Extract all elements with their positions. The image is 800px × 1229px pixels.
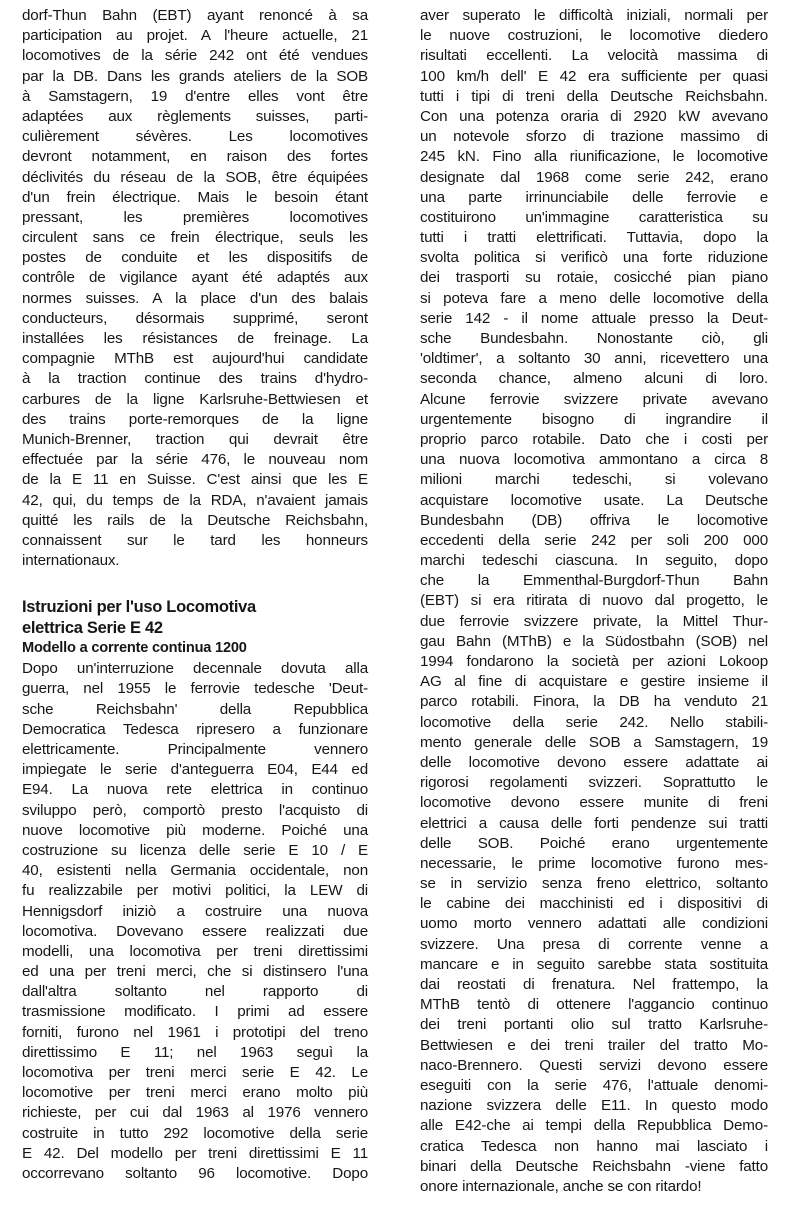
text-line: 40, esistenti nella Germania occidentale, non	[22, 862, 368, 880]
text-line: risultati eccellenti. La velocità massima di	[420, 47, 768, 65]
text-line: tutti i tratti elettrificati. Tuttavia, dopo la	[420, 229, 768, 247]
heading-line: Istruzioni per l'uso Locomotiva	[22, 598, 256, 617]
text-line: elettricamente. Principalmente vennero	[22, 741, 368, 758]
text-line: designate dal 1968 come serie 242, erano	[420, 168, 768, 186]
italian-paragraph-right	[420, 6, 768, 1197]
text-line: dall'altra soltanto nel rapporto di	[22, 983, 368, 1001]
text-line: locomotive della serie 242. Nello stabili-	[420, 713, 768, 731]
text-line: (EBT) si era ritirata di nuovo dal progetto, le	[420, 592, 768, 610]
text-line: Democratica Tedesca ripresero a funzionare	[22, 720, 368, 738]
text-line: normes suisses. A la place d'un des balais	[22, 289, 368, 307]
text-line: costituirono un'immagine caratteristica su	[420, 208, 768, 226]
text-line: locomotive devono essere munite di freni	[420, 794, 768, 812]
text-line: Alcune ferrovie svizzere private avevano	[420, 390, 768, 408]
text-line: occorrevano soltanto 96 locomotive. Dopo	[22, 1164, 368, 1182]
text-line: MThB tentò di ottenere l'aggancio continuo	[420, 996, 768, 1014]
text-line: 100 km/h dell' E 42 era sufficiente per quasi	[420, 67, 768, 85]
text-line: dai reostati di frenatura. Nel frattempo, la	[420, 976, 768, 993]
italian-heading	[22, 597, 368, 638]
text-line: due ferrovie svizzere private, la Mittel Thur-	[420, 612, 768, 630]
text-line: locomotiva. Dovevano essere realizzati due	[22, 922, 368, 940]
italian-subheading: Modello a corrente continua 1200	[22, 640, 247, 657]
text-line: nazione svizzera delle E11. In questo modo	[420, 1097, 768, 1115]
text-line: urgentemente bisogno di ingrandire il	[420, 410, 768, 428]
text-line: una nuova locomotiva ammontano a circa 8	[420, 451, 768, 469]
text-line: compagnie MThB est aujourd'hui candidate	[22, 350, 368, 368]
text-line: marchi tedeschi ciascuna. In seguito, dopo	[420, 552, 768, 570]
text-line: modelli, una locomotiva per treni direttissimi	[22, 942, 368, 960]
text-line: sviluppo però, comportò presto l'acquisto di	[22, 801, 368, 819]
text-line: aver superato le difficoltà iniziali, normali per	[420, 7, 768, 24]
text-line: devront notamment, en raison des fortes	[22, 148, 368, 166]
text-line: 1994 fondarono la società per azioni Lokoop	[420, 653, 768, 670]
text-line: forniti, furono nel 1961 i prototipi del treno	[22, 1023, 368, 1041]
text-line: mancare e in seguito sarebbe stata sostituita	[420, 955, 768, 973]
text-line: déclivités du réseau de la SOB, être équipées	[22, 168, 368, 186]
text-line: si poteva fare a meno delle locomotive della	[420, 289, 768, 307]
text-line: rigorosi regolamenti svizzeri. Soprattutto le	[420, 774, 768, 792]
text-line: costruzione su licenza delle serie E 10 / E	[22, 841, 368, 859]
text-line: carbures de la ligne Karlsruhe-Bettwiesen et	[22, 390, 368, 408]
text-line: Munich-Brenner, traction qui devrait être	[22, 430, 368, 448]
text-line: elettrici a causa delle forti pendenze sui tratti	[420, 814, 768, 832]
text-line: connaissent sur le tard les honneurs	[22, 531, 368, 549]
text-line: des trains porte-remorques de la ligne	[22, 410, 368, 428]
text-line: Con una potenza oraria di 2920 kW avevano	[420, 107, 768, 125]
text-line: Bettwiesen e dei treni trailer del tratto Mo-	[420, 1036, 768, 1054]
text-line: dei trasporti su rotaie, cosicché pian piano	[420, 269, 768, 287]
left-column	[22, 6, 368, 1184]
text-line: una parte irrinunciabile delle ferrovie e	[420, 188, 768, 206]
text-line: à la traction continue des trains d'hydro-	[22, 370, 368, 388]
text-line: pressant, les premières locomotives	[22, 208, 368, 226]
text-line: par la DB. Dans les grands ateliers de la SOB	[22, 67, 368, 85]
text-line: installées les résistances de freinage. La	[22, 330, 368, 347]
text-line: onore internazionale, anche se con ritardo!	[420, 1177, 702, 1195]
text-line: circulent sans ce frein électrique, seuls les	[22, 229, 368, 247]
text-line: locomotiva per treni merci serie E 42. Le	[22, 1064, 368, 1081]
text-line: svolta politica si verificò una forte riduzione	[420, 249, 768, 267]
text-line: mento generale delle SOB a Samstagern, 19	[420, 733, 768, 751]
text-line: svizzere. Una presa di corrente venne a	[420, 935, 768, 953]
text-line: quitté les rails de la Deutsche Reichsbahn,	[22, 511, 368, 529]
text-line: E 42. Del modello per treni direttissimi E 11	[22, 1144, 368, 1162]
text-line: E94. La nuova rete elettrica in continuo	[22, 781, 368, 799]
text-line: postes de conduite et les dispositifs de	[22, 249, 368, 267]
text-line: adaptées aux règlements suisses, parti-	[22, 107, 368, 125]
text-line: d'un frein électrique. Mais le besoin étant	[22, 188, 368, 206]
text-line: eccedenti della serie 242 per soli 200 000	[420, 531, 768, 549]
text-line: effectuée par la série 476, le nouveau nom	[22, 451, 368, 469]
text-line: Bundesbahn (DB) offriva le locomotive	[420, 511, 768, 529]
text-line: uomo morto vennero adattati alle condizioni	[420, 915, 768, 933]
text-line: costruite in tutto 292 locomotive della serie	[22, 1124, 368, 1142]
text-line: guerra, nel 1955 le ferrovie tedesche 'Deut-	[22, 680, 368, 698]
text-line: dorf-Thun Bahn (EBT) ayant renoncé à sa	[22, 7, 368, 24]
text-line: naco-Brennero. Questi servizi devono essere	[420, 1056, 768, 1074]
text-line: delle locomotive devono essere adattate ai	[420, 753, 768, 771]
text-line: milioni marchi tedeschi, si volevano	[420, 471, 768, 489]
text-line: che la Emmenthal-Burgdorf-Thun Bahn	[420, 572, 768, 590]
text-line: delle SOB. Poiché erano urgentemente	[420, 834, 768, 852]
text-line: Hennigsdorf iniziò a costruire una nuova	[22, 902, 368, 920]
text-line: de la E 11 en Suisse. C'est ainsi que les E	[22, 471, 368, 489]
text-line: locomotives de la série 242 ont été vendues	[22, 47, 368, 65]
text-line: trasmissione modificato. I primi ad essere	[22, 1003, 368, 1021]
text-line: eseguiti con la serie 476, l'attuale denomi-	[420, 1076, 768, 1094]
text-line: 'oldtimer', a soltanto 30 anni, ricevettero una	[420, 350, 768, 368]
section-gap	[22, 571, 368, 597]
text-line: conducteurs, désormais supprimé, seront	[22, 309, 368, 327]
text-line: necessarie, le prime locomotive furono mes-	[420, 854, 768, 872]
right-column	[420, 6, 768, 1197]
text-line: tutti i tipi di treni della Deutsche Reichsbahn.	[420, 87, 768, 105]
text-line: direttissimo E 11; nel 1963 seguì la	[22, 1043, 368, 1061]
text-line: gau Bahn (MThB) e la Südostbahn (SOB) nel	[420, 632, 768, 650]
text-line: 245 kN. Fino alla riunificazione, le locomotive	[420, 148, 768, 166]
italian-paragraph-left	[22, 659, 368, 1184]
text-line: locomotive per treni merci erano molto più	[22, 1084, 368, 1102]
text-line: cratica Tedesca non hanno mai lasciato i	[420, 1137, 768, 1155]
text-line: serie 142 - il nome attuale presso la Deut-	[420, 309, 768, 327]
text-line: le cabine dei macchinisti ed i dispositivi di	[420, 895, 768, 913]
text-line: le nuove costruzioni, le locomotive diedero	[420, 27, 768, 45]
text-line: sche Reichsbahn' della Repubblica	[22, 700, 368, 718]
text-line: participation au projet. A l'heure actuelle, 21	[22, 27, 368, 45]
text-line: contrôle de vigilance ayant été adaptés aux	[22, 269, 368, 287]
heading-line: elettrica Serie E 42	[22, 618, 163, 637]
text-line: 42, qui, du temps de la RDA, n'avaient jamais	[22, 491, 368, 509]
text-line: parco rotabili. Finora, la DB ha venduto 21	[420, 693, 768, 711]
text-line: seconda chance, almeno alcuni di loro.	[420, 370, 768, 388]
french-paragraph	[22, 6, 368, 571]
text-line: dei treni portanti olio sul tratto Karlsruhe-	[420, 1016, 768, 1034]
text-line: impiegate le serie d'anteguerra E04, E44 ed	[22, 761, 368, 779]
text-line: richieste, per cui dal 1963 al 1976 vennero	[22, 1104, 368, 1122]
text-line: à Samstagern, 19 d'entre elles vont être	[22, 87, 368, 105]
text-line: Dopo un'interruzione decennale dovuta alla	[22, 660, 368, 678]
text-line: un notevole sforzo di trazione massimo di	[420, 128, 768, 146]
text-line: fu realizzabile per motivi politici, la LEW di	[22, 882, 368, 900]
text-line: se in servizio senza freno elettrico, soltanto	[420, 875, 768, 893]
text-line: culièrement sévères. Les locomotives	[22, 128, 368, 146]
text-line: alle E42-che ai tempi della Repubblica Demo-	[420, 1117, 768, 1135]
text-line: internationaux.	[22, 552, 120, 570]
text-line: ed una per treni merci, che si distinsero l'una	[22, 963, 368, 981]
text-line: nuove locomotive più moderne. Poiché una	[22, 821, 368, 839]
text-line: acquistare locomotive usate. La Deutsche	[420, 491, 768, 509]
text-line: binari della Deutsche Reichsbahn -viene fatto	[420, 1157, 768, 1175]
text-line: sche Bundesbahn. Nonostante ciò, gli	[420, 330, 768, 347]
text-line: proprio parco rotabile. Dato che i costi per	[420, 430, 768, 448]
text-line: AG al fine di acquistare e gestire insieme il	[420, 673, 768, 691]
